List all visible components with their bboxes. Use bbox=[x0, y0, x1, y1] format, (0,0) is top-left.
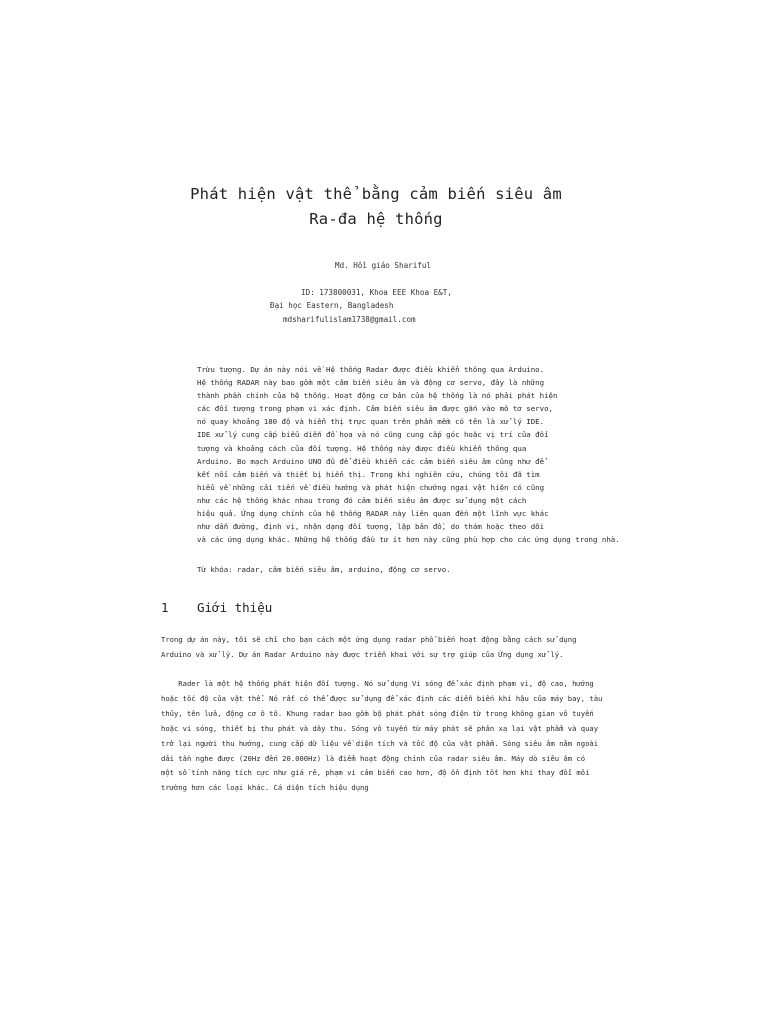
abstract-line: Trừu tượng. Dự án này nói về Hệ thống Radar được điều khiển thông qua Arduino. bbox=[197, 365, 545, 374]
paragraph-line: Trong dự án này, tôi sẽ chỉ cho bạn cách một ứng dụng radar phổ biến hoạt động bằng cách sử dụng bbox=[161, 635, 577, 644]
paper-title-line-1: Phát hiện vật thể bằng cảm biến siêu âm bbox=[190, 185, 562, 203]
abstract-line: Hệ thống RADAR này bao gồm một cảm biến siêu âm và động cơ servo, đây là những bbox=[197, 378, 545, 388]
abstract-line: tượng và khoảng cách của đối tượng. Hệ thống này được điều khiển thông qua bbox=[197, 443, 527, 453]
author-id: ID: 173800031, Khoa EEE Khoa E&T, bbox=[301, 288, 452, 297]
paper-title-line-2: Ra-đa hệ thống bbox=[309, 210, 443, 228]
abstract-line: như các hệ thống khác nhau trong đó cảm biến siêu âm được sử dụng một cách bbox=[197, 495, 527, 505]
abstract-line: hiệu quả. Ứng dụng chính của hệ thống RADAR này liên quan đến một lĩnh vực khác bbox=[197, 509, 549, 519]
section-number: 1 bbox=[161, 600, 169, 615]
abstract-line: Arduino. Bo mạch Arduino UNO đủ để điều khiển các cảm biến siêu âm cũng như để bbox=[197, 456, 545, 466]
abstract-line: kết nối cảm biến và thiết bị hiển thị. Trong khi nghiên cứu, chúng tôi đã tìm bbox=[197, 469, 540, 479]
abstract-line: các đối tượng trong phạm vi xác định. Cảm biến siêu âm được gắn vào mô tơ servo, bbox=[197, 404, 553, 414]
paragraph-line: Rader là một hệ thống phát hiện đối tượng. Nó sử dụng Vi sóng để xác định phạm vi, độ cao, hướng bbox=[161, 679, 594, 688]
author-email: mdsharifulislam1738@gmail.com bbox=[283, 315, 416, 324]
author-university: Đại học Eastern, Bangladesh bbox=[270, 301, 394, 310]
paragraph-line: Arduino và xử lý. Dự án Radar Arduino này được triển khai với sự trợ giúp của Ứng dụng xử lý. bbox=[161, 649, 564, 659]
abstract-line: nó quay khoảng 180 độ và hiển thị trực quan trên phần mềm có tên là xử lý IDE. bbox=[197, 417, 545, 427]
paragraph-line: một số tính năng tích cực như giá rẻ, phạm vi cảm biến cao hơn, độ ổn định tốt hơn khi thay đổi môi bbox=[161, 768, 590, 778]
abstract-line: IDE xử lý cung cấp biểu diễn đồ họa và nó cũng cung cấp góc hoặc vị trí của đối bbox=[197, 430, 549, 440]
abstract bbox=[197, 363, 657, 546]
abstract-line: và các ứng dụng khác. Những hệ thống đầu tư ít hơn này cũng phù hợp cho các ứng dụng trong nhà. bbox=[197, 535, 620, 545]
paragraph-line: hoặc vi sóng, thiết bị thu phát và dây thu. Sóng vô tuyến từ máy phát sẽ phản xạ lại vật phẩm và quay bbox=[161, 723, 599, 733]
author-name: Md. Hồi giáo Shariful bbox=[335, 261, 432, 270]
paragraph-2 bbox=[161, 677, 631, 796]
paragraph-line: hoặc tốc độ của vật thể. Nó rất có thể được sử dụng để xác định các diễn biến khí hậu của máy bay, tàu bbox=[161, 693, 603, 703]
paragraph-line: trường hơn các loại khác. Cá diện tích hiệu dụng bbox=[161, 783, 369, 793]
paragraph-line: thủy, tên lửa, động cơ ô tô. Khung radar bao gồm bộ phát phát sóng điện từ trong không gian vô tuyến bbox=[161, 708, 594, 718]
abstract-line: hiểu về những cải tiến về điều hướng và phát hiện chướng ngại vật hiện có cũng bbox=[197, 482, 545, 492]
section-title: Giới thiệu bbox=[197, 600, 273, 615]
paragraph-line: trở lại người thu hướng, cung cấp dữ liệu về diện tích và tốc độ của vật phẩm. Sóng siêu âm nằm ngoài bbox=[161, 738, 599, 748]
paragraph-line: dải tần nghe được (20Hz đến 20.000Hz) là điểm hoạt động chính của radar siêu âm. Máy dò siêu âm có bbox=[161, 753, 586, 763]
section-heading bbox=[161, 600, 272, 615]
abstract-line: thành phần chính của hệ thống. Hoạt động cơ bản của hệ thống là nó phải phát hiện bbox=[197, 391, 558, 401]
paragraph-1 bbox=[161, 633, 631, 663]
abstract-line: như dẫn đường, định vị, nhận dạng đối tượng, lập bản đồ, do thám hoặc theo dõi bbox=[197, 522, 545, 532]
keywords: Từ khóa: radar, cảm biến siêu âm, arduino, động cơ servo. bbox=[197, 565, 451, 574]
